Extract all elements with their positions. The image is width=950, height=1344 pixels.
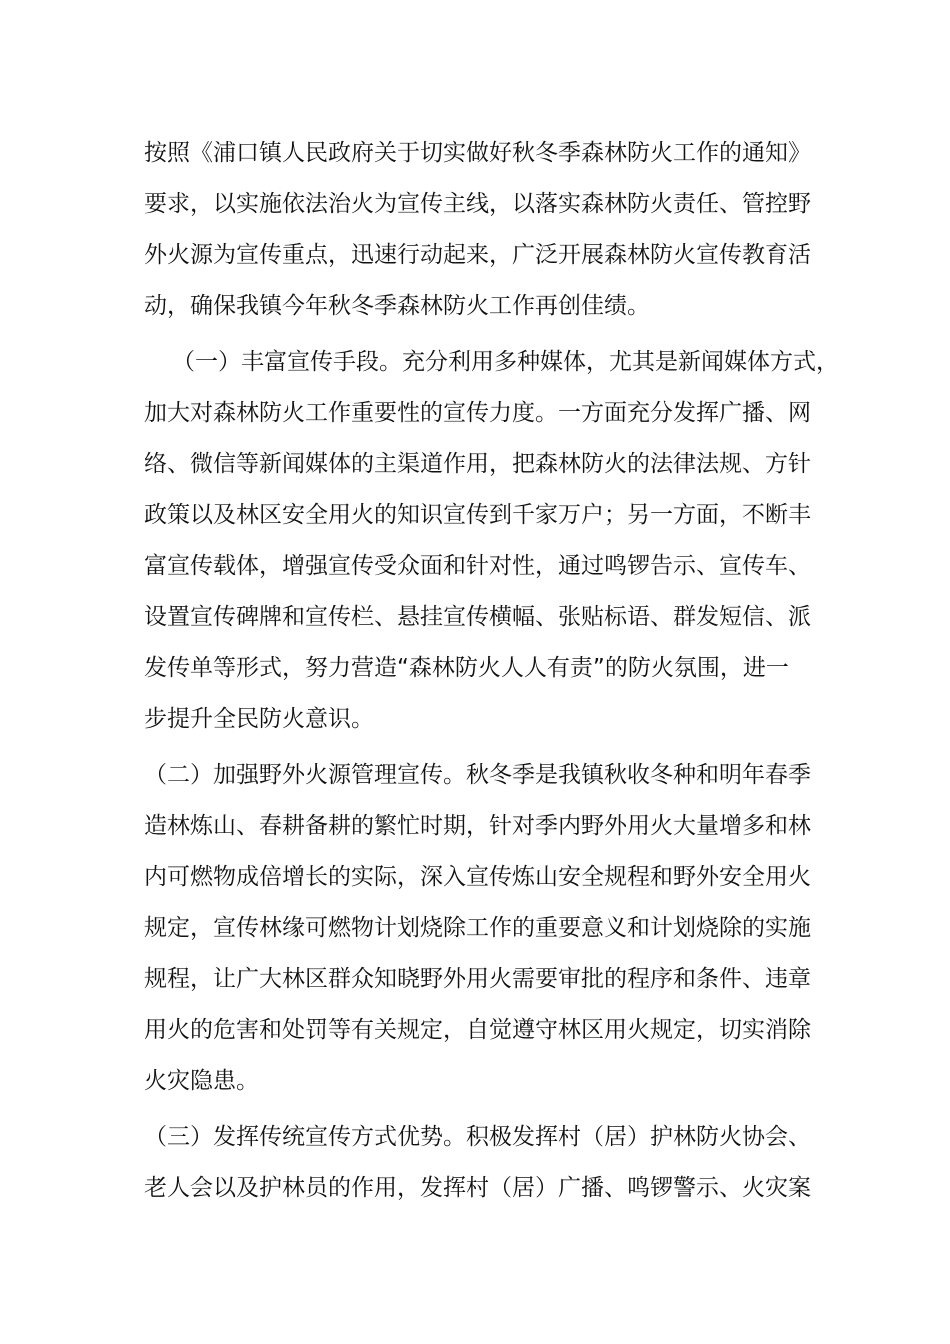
paragraph-intro — [144, 128, 811, 332]
text-line: 络、微信等新闻媒体的主渠道作用，把森林防火的法律法规、方针 — [144, 451, 811, 477]
text-line: 规程，让广大林区群众知晓野外用火需要审批的程序和条件、违章 — [144, 966, 811, 992]
paragraph-section-3 — [144, 1112, 811, 1214]
text-line: 火灾隐患。 — [144, 1068, 259, 1094]
text-line: 步提升全民防火意识。 — [144, 706, 374, 732]
text-line: 加大对森林防火工作重要性的宣传力度。一方面充分发挥广播、网 — [144, 400, 811, 426]
text-line: 老人会以及护林员的作用，发挥村（居）广播、鸣锣警示、火灾案 — [144, 1175, 811, 1201]
paragraph-section-1 — [144, 337, 839, 745]
text-line: 造林炼山、春耕备耕的繁忙时期，针对季内野外用火大量增多和林 — [144, 813, 811, 839]
text-line: （一）丰富宣传手段。充分利用多种媒体，尤其是新闻媒体方式， — [172, 349, 839, 375]
text-line: 规定，宣传林缘可燃物计划烧除工作的重要意义和计划烧除的实施 — [144, 915, 811, 941]
text-line: 外火源为宣传重点，迅速行动起来，广泛开展森林防火宣传教育活 — [144, 242, 811, 268]
text-line: 动，确保我镇今年秋冬季森林防火工作再创佳绩。 — [144, 293, 650, 319]
text-line: 政策以及林区安全用火的知识宣传到千家万户；另一方面，不断丰 — [144, 502, 811, 528]
document-body — [144, 128, 839, 1214]
text-line: 按照《浦口镇人民政府关于切实做好秋冬季森林防火工作的通知》 — [144, 140, 811, 166]
text-line: （三）发挥传统宣传方式优势。积极发挥村（居）护林防火协会、 — [144, 1124, 811, 1150]
text-line: 发传单等形式，努力营造“森林防火人人有责”的防火氛围，进一 — [144, 655, 789, 681]
paragraph-section-2 — [144, 750, 811, 1107]
text-line: 设置宣传碑牌和宣传栏、悬挂宣传横幅、张贴标语、群发短信、派 — [144, 604, 811, 630]
text-line: 内可燃物成倍增长的实际，深入宣传炼山安全规程和野外安全用火 — [144, 864, 811, 890]
text-line: 富宣传载体，增强宣传受众面和针对性，通过鸣锣告示、宣传车、 — [144, 553, 811, 579]
text-line: 用火的危害和处罚等有关规定，自觉遵守林区用火规定，切实消除 — [144, 1017, 811, 1043]
text-line: 要求，以实施依法治火为宣传主线，以落实森林防火责任、管控野 — [144, 191, 811, 217]
text-line: （二）加强野外火源管理宣传。秋冬季是我镇秋收冬种和明年春季 — [144, 762, 811, 788]
